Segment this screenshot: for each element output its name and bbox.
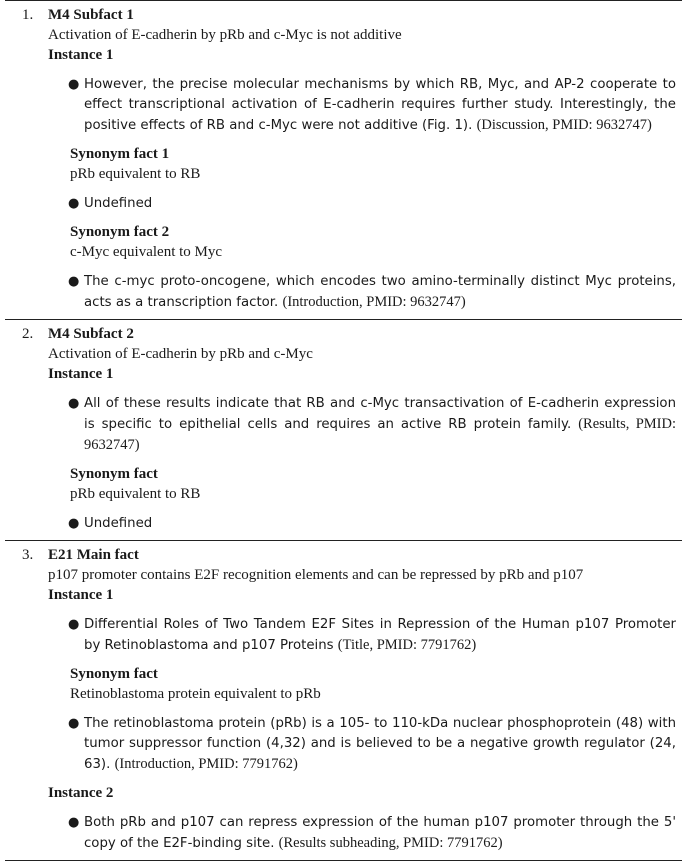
instance-label: Instance 1	[48, 47, 114, 63]
synonym-label: Synonym fact	[70, 666, 158, 682]
bullet-icon: ●	[68, 617, 80, 632]
evidence-item	[48, 615, 682, 656]
evidence-text: All of these results indicate that RB and c-Myc transactivation of E-cadherin expression is specific to epithelial cells and requires an active RB protein family.	[84, 396, 676, 432]
evidence-item	[48, 194, 682, 214]
row-number: 1.	[22, 7, 34, 23]
evidence-citation: (Discussion, PMID: 9632747)	[476, 117, 652, 133]
evidence-item	[48, 75, 682, 136]
synonym-description: pRb equivalent to RB	[70, 166, 201, 182]
fact-heading: M4 Subfact 1	[48, 7, 134, 23]
bullet-icon: ●	[68, 815, 80, 830]
synonym-label: Synonym fact 2	[70, 224, 170, 240]
synonym-description: pRb equivalent to RB	[70, 486, 201, 502]
synonym-block	[48, 144, 682, 184]
synonym-label: Synonym fact	[70, 466, 158, 482]
evidence-text: Undefined	[84, 196, 153, 211]
evidence-item	[48, 394, 682, 456]
row-number: 2.	[22, 326, 34, 342]
evidence-item	[48, 714, 682, 775]
instance-label: Instance 1	[48, 587, 114, 603]
table-row	[5, 1, 682, 319]
bullet-icon: ●	[68, 716, 80, 731]
synonym-description: c-Myc equivalent to Myc	[70, 244, 223, 260]
row-number: 3.	[22, 547, 34, 563]
evidence-text: Differential Roles of Two Tandem E2F Sites in Repression of the Human p107 Promoter by Retinoblastoma and p107 Proteins	[84, 617, 676, 653]
fact-description: Activation of E-cadherin by pRb and c-Myc is not additive	[48, 27, 402, 43]
evidence-citation: (Results subheading, PMID: 7791762)	[278, 835, 503, 851]
evidence-text: Undefined	[84, 516, 153, 531]
fact-description: p107 promoter contains E2F recognition elements and can be repressed by pRb and p107	[48, 567, 584, 583]
synonym-block	[48, 222, 682, 262]
evidence-citation: (Introduction, PMID: 9632747)	[282, 294, 466, 310]
bullet-icon: ●	[68, 77, 80, 92]
evidence-item	[48, 813, 682, 854]
fact-heading: E21 Main fact	[48, 547, 139, 563]
evidence-citation: (Introduction, PMID: 7791762)	[114, 756, 298, 772]
synonym-label: Synonym fact 1	[70, 146, 170, 162]
bullet-icon: ●	[68, 196, 80, 211]
table-row	[5, 541, 682, 860]
bullet-icon: ●	[68, 274, 80, 289]
fact-heading: M4 Subfact 2	[48, 326, 134, 342]
synonym-description: Retinoblastoma protein equivalent to pRb	[70, 686, 321, 702]
evidence-text: However, the precise molecular mechanisms by which RB, Myc, and AP-2 cooperate to effect transcriptional activation of E-cadherin requires further study. Interestingly, the positive effects of RB and c-Myc were not additive (Fig. 1).	[84, 77, 676, 133]
evidence-text: Both pRb and p107 can repress expression of the human p107 promoter through the 5' copy of the E2F-binding site.	[84, 815, 676, 851]
bullet-icon: ●	[68, 396, 80, 411]
evidence-text: The c-myc proto-oncogene, which encodes two amino-terminally distinct Myc proteins, acts as a transcription factor.	[84, 274, 676, 310]
fact-description: Activation of E-cadherin by pRb and c-Myc	[48, 346, 313, 362]
table-row	[5, 320, 682, 540]
evidence-citation: (Results, PMID: 9632747)	[84, 416, 676, 453]
evidence-item	[48, 272, 682, 313]
evidence-citation: (Title, PMID: 7791762)	[337, 637, 477, 653]
synonym-block	[48, 464, 682, 504]
evidence-text: The retinoblastoma protein (pRb) is a 105- to 110-kDa nuclear phosphoprotein (48) with tumor suppressor function (4,32) and is believed to be a negative growth regulator (24, 63).	[84, 716, 676, 772]
instance-label: Instance 2	[48, 785, 114, 801]
evidence-item	[48, 514, 682, 534]
synonym-block	[48, 664, 682, 704]
bullet-icon: ●	[68, 516, 80, 531]
instance-label: Instance 1	[48, 366, 114, 382]
